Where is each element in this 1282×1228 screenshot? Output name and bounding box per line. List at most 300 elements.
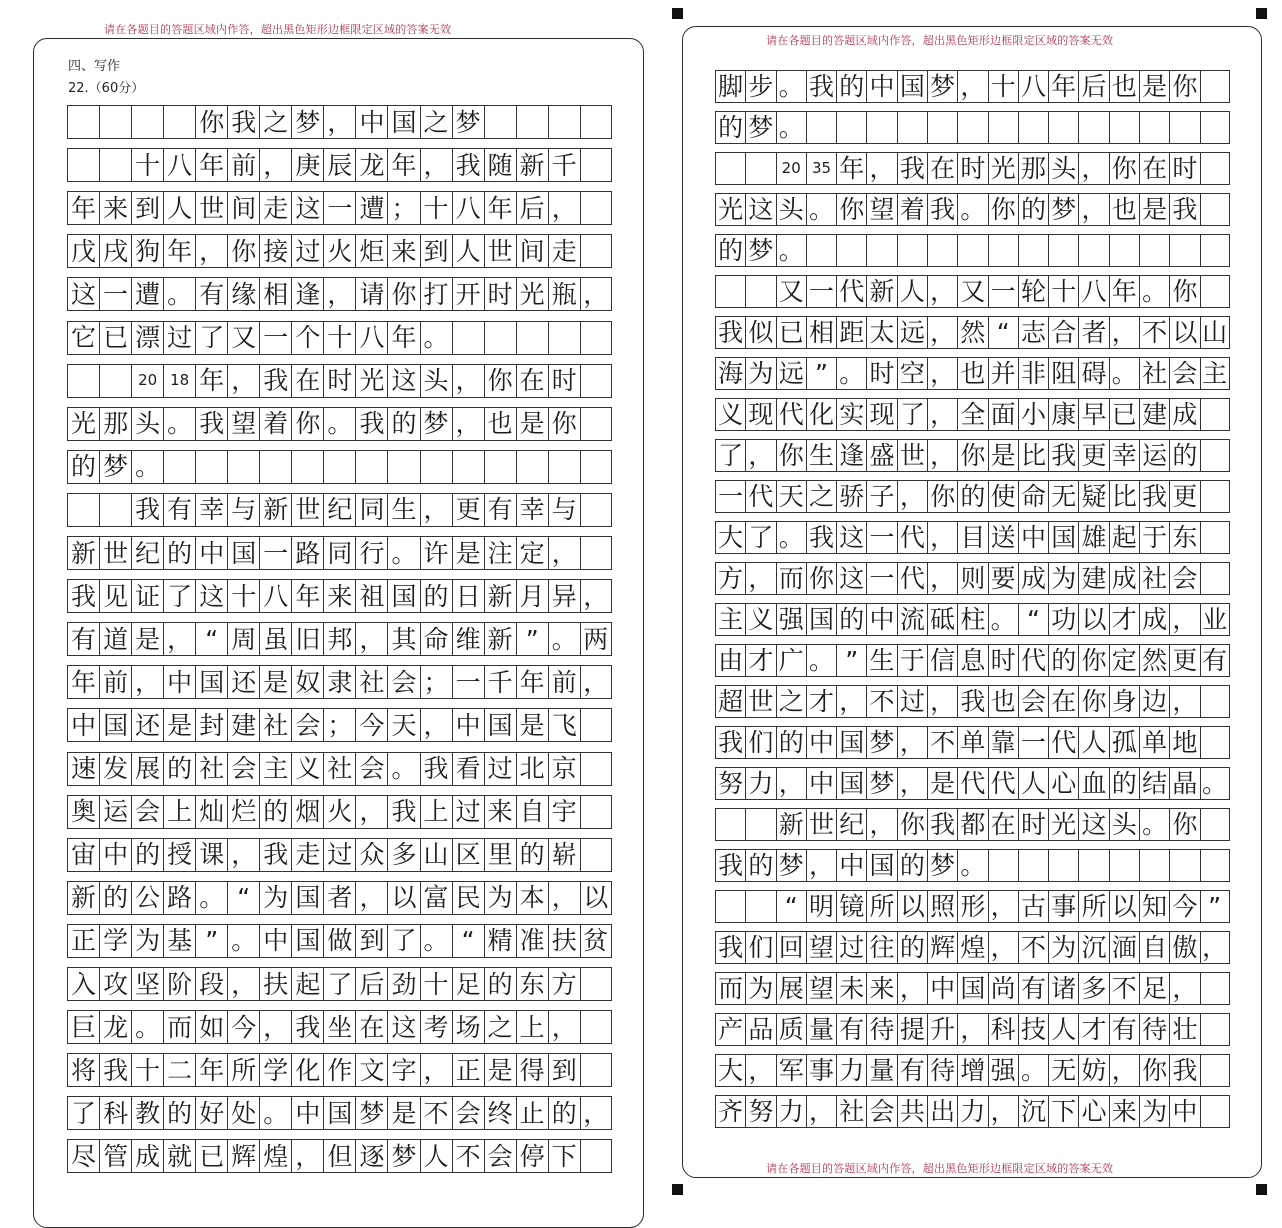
grid-cell: 相: [259, 278, 291, 310]
grid-cell: 年: [195, 365, 227, 397]
grid-cell: 过: [323, 839, 355, 871]
grid-cell: 代: [957, 768, 987, 799]
grid-cell: [1200, 809, 1230, 840]
grid-cell: 一: [99, 278, 131, 310]
grid-cell: 自: [516, 796, 548, 828]
grid-cell: 代: [988, 768, 1018, 799]
question-label: 22.（60分）: [68, 81, 145, 96]
grid-cell: 有: [67, 623, 99, 655]
grid-cell: 注: [484, 537, 516, 569]
grid-cell: 十: [323, 322, 355, 354]
grid-cell: 之: [420, 106, 452, 138]
grid-cell: 也: [1109, 194, 1139, 225]
grid-cell: 基: [163, 925, 195, 957]
grid-cell: 后: [355, 968, 387, 1000]
grid-cell: 更: [1169, 481, 1199, 512]
grid-cell: 的: [484, 968, 516, 1000]
grid-cell: 我: [927, 809, 957, 840]
grid-cell: ，: [259, 1011, 291, 1043]
grid-cell: 光: [715, 194, 745, 225]
grid-cell: ，: [1078, 153, 1108, 184]
grid-cell: 广: [776, 645, 806, 676]
grid-cell: 所: [227, 1054, 259, 1086]
grid-cell: 全: [957, 399, 987, 430]
grid-cell: [1200, 399, 1230, 430]
grid-cell: 年: [484, 192, 516, 224]
grid-cell: 不: [1018, 932, 1048, 963]
grid-cell: 来: [1109, 1096, 1139, 1127]
grid-cell: 授: [163, 839, 195, 871]
grid-cell: 起: [1109, 522, 1139, 553]
grid-cell: 中: [291, 1097, 323, 1129]
grid-cell: ，: [927, 440, 957, 471]
grid-cell: 湎: [1109, 932, 1139, 963]
grid-cell: 。: [1109, 358, 1139, 389]
grid-cell: 有: [1018, 973, 1048, 1004]
grid-cell: 空: [897, 358, 927, 389]
grid-cell: [715, 809, 745, 840]
grid-cell: 场: [452, 1011, 484, 1043]
grid-cell: 古: [1018, 891, 1048, 922]
grid-cell: 人: [897, 276, 927, 307]
grid-cell: 。: [1139, 809, 1169, 840]
grid-cell: [580, 106, 612, 138]
grid-cell: 不: [1109, 973, 1139, 1004]
right-grid-row: [715, 193, 1230, 226]
grid-cell: 命: [1018, 481, 1048, 512]
grid-cell: 阻: [1048, 358, 1078, 389]
grid-cell: 千: [548, 149, 580, 181]
grid-cell: 之: [259, 106, 291, 138]
grid-cell: 封: [195, 709, 227, 741]
grid-cell: [957, 112, 987, 143]
grid-cell: 年: [387, 149, 419, 181]
grid-cell: 梦: [355, 1097, 387, 1129]
grid-cell: [1200, 194, 1230, 225]
grid-cell: 成: [1139, 604, 1169, 635]
grid-cell: 见: [99, 580, 131, 612]
grid-cell: 维: [452, 623, 484, 655]
grid-cell: 龙: [99, 1011, 131, 1043]
grid-cell: 与: [548, 494, 580, 526]
grid-cell: 你: [806, 563, 836, 594]
grid-cell: ；: [323, 709, 355, 741]
grid-cell: 于: [897, 645, 927, 676]
grid-cell: 准: [516, 925, 548, 957]
grid-cell: 东: [1169, 522, 1199, 553]
grid-cell: 我: [291, 1011, 323, 1043]
right-grid-row: [715, 70, 1230, 103]
grid-cell: 运: [1139, 440, 1169, 471]
grid-cell: 。: [957, 194, 987, 225]
grid-cell: 妨: [1078, 1055, 1108, 1086]
grid-cell: 之: [806, 481, 836, 512]
grid-cell: 我: [355, 408, 387, 440]
grid-cell: [580, 968, 612, 1000]
grid-cell: 为: [484, 882, 516, 914]
grid-cell: 国: [227, 537, 259, 569]
grid-cell: [580, 1054, 612, 1086]
grid-cell: 新: [776, 809, 806, 840]
grid-cell: 时: [548, 365, 580, 397]
grid-cell: ，: [745, 1055, 775, 1086]
grid-cell: 才: [1078, 1014, 1108, 1045]
right-grid-row: [715, 316, 1230, 349]
left-grid-row: [67, 191, 612, 225]
grid-cell: 的: [131, 839, 163, 871]
grid-cell: 梦: [745, 235, 775, 266]
grid-cell: ，: [957, 1014, 987, 1045]
grid-cell: 血: [1078, 768, 1108, 799]
grid-cell: ，: [420, 1054, 452, 1086]
grid-cell: 是: [927, 768, 957, 799]
grid-cell: 区: [452, 839, 484, 871]
grid-cell: 但: [323, 1140, 355, 1172]
grid-cell: 之: [776, 686, 806, 717]
grid-cell: 以: [1169, 317, 1199, 348]
grid-cell: 今: [355, 709, 387, 741]
grid-cell: 龙: [355, 149, 387, 181]
grid-cell: 代: [1048, 727, 1078, 758]
grid-cell: 的: [1109, 768, 1139, 799]
grid-cell: [355, 451, 387, 483]
grid-cell: 柱: [957, 604, 987, 635]
grid-cell: 我: [1169, 1055, 1199, 1086]
grid-cell: [67, 149, 99, 181]
grid-cell: 好: [195, 1097, 227, 1129]
grid-cell: 梦: [927, 71, 957, 102]
grid-cell: 。: [988, 604, 1018, 635]
grid-cell: 又: [957, 276, 987, 307]
grid-cell: 傲: [1169, 932, 1199, 963]
grid-cell: 火: [323, 796, 355, 828]
grid-cell: 终: [484, 1097, 516, 1129]
grid-cell: 中: [355, 106, 387, 138]
grid-cell: ，: [897, 727, 927, 758]
grid-cell: 们: [745, 932, 775, 963]
left-grid-row: [67, 536, 612, 570]
grid-cell: 时: [484, 278, 516, 310]
grid-cell: 你: [1139, 1055, 1169, 1086]
grid-cell: 煌: [259, 1140, 291, 1172]
grid-cell: 的: [836, 71, 866, 102]
grid-cell: 个: [291, 322, 323, 354]
grid-cell: 望: [806, 973, 836, 1004]
grid-cell: 奥: [67, 796, 99, 828]
grid-cell: 足: [1139, 973, 1169, 1004]
grid-cell: 了: [387, 925, 419, 957]
grid-cell: 砥: [927, 604, 957, 635]
grid-cell: ，: [291, 1140, 323, 1172]
grid-cell: 贫: [580, 925, 612, 957]
grid-cell: ”: [836, 645, 866, 676]
grid-cell: [452, 451, 484, 483]
grid-cell: 来: [484, 796, 516, 828]
grid-cell: [1200, 1014, 1230, 1045]
grid-cell: 量: [806, 1014, 836, 1045]
right-grid-row: [715, 480, 1230, 513]
grid-cell: 盛: [866, 440, 896, 471]
grid-cell: 世: [484, 235, 516, 267]
grid-cell: 梦: [745, 112, 775, 143]
right-grid-row: [715, 357, 1230, 390]
grid-cell: ，: [927, 522, 957, 553]
left-grid-row: [67, 838, 612, 872]
grid-cell: 山: [420, 839, 452, 871]
grid-cell: 会: [1169, 563, 1199, 594]
grid-cell: 京: [548, 753, 580, 785]
grid-cell: 奴: [291, 666, 323, 698]
grid-cell: 为: [131, 925, 163, 957]
grid-cell: 义: [745, 604, 775, 635]
grid-cell: 共: [897, 1096, 927, 1127]
grid-cell: ，: [806, 1096, 836, 1127]
grid-cell: 证: [131, 580, 163, 612]
left-grid-row: [67, 148, 612, 182]
grid-cell: 两: [580, 623, 612, 655]
grid-cell: 到: [355, 925, 387, 957]
grid-cell: 。: [1139, 276, 1169, 307]
grid-cell: 过: [897, 686, 927, 717]
grid-cell: 生: [866, 645, 896, 676]
grid-cell: 太: [866, 317, 896, 348]
grid-cell: 中: [452, 709, 484, 741]
grid-cell: 。: [957, 850, 987, 881]
grid-cell: 灿: [195, 796, 227, 828]
grid-cell: 有: [195, 278, 227, 310]
grid-cell: [131, 106, 163, 138]
left-grid-row: [67, 450, 612, 484]
grid-cell: 国: [99, 709, 131, 741]
grid-cell: [1018, 235, 1048, 266]
grid-cell: [420, 451, 452, 483]
grid-cell: ，: [897, 973, 927, 1004]
grid-cell: 了: [715, 440, 745, 471]
grid-cell: 的: [957, 481, 987, 512]
grid-cell: 逐: [355, 1140, 387, 1172]
grid-cell: 的: [67, 451, 99, 483]
grid-cell: 。: [227, 925, 259, 957]
grid-cell: 你: [1078, 686, 1108, 717]
grid-cell: 日: [452, 580, 484, 612]
grid-cell: 的: [715, 112, 745, 143]
grid-cell: ，: [420, 149, 452, 181]
grid-cell: 这: [387, 1011, 419, 1043]
grid-cell: 人: [420, 1140, 452, 1172]
grid-cell: [1048, 235, 1078, 266]
left-grid-row: [67, 364, 612, 398]
grid-cell: 社: [1139, 563, 1169, 594]
grid-cell: ，: [806, 850, 836, 881]
grid-cell: 疑: [1078, 481, 1108, 512]
grid-cell: 科: [99, 1097, 131, 1129]
grid-cell: 天: [387, 709, 419, 741]
grid-cell: 中: [195, 537, 227, 569]
registration-mark-top-right: [1256, 8, 1267, 19]
grid-cell: 们: [745, 727, 775, 758]
grid-cell: 。: [163, 278, 195, 310]
grid-cell: ，: [420, 709, 452, 741]
grid-cell: 升: [927, 1014, 957, 1045]
grid-cell: 而: [715, 973, 745, 1004]
right-grid-row: [715, 972, 1230, 1005]
grid-cell: 世: [745, 686, 775, 717]
right-grid-row: [715, 644, 1230, 677]
grid-cell: 学: [99, 925, 131, 957]
grid-cell: 来: [866, 973, 896, 1004]
grid-cell: 止: [516, 1097, 548, 1129]
grid-cell: 努: [745, 1096, 775, 1127]
grid-cell: [927, 112, 957, 143]
grid-cell: 目: [957, 522, 987, 553]
grid-cell: 我: [715, 850, 745, 881]
grid-cell: [67, 494, 99, 526]
grid-cell: 起: [291, 968, 323, 1000]
grid-cell: 代: [745, 481, 775, 512]
grid-cell: “: [988, 317, 1018, 348]
grid-cell: ，: [580, 580, 612, 612]
grid-cell: [548, 451, 580, 483]
grid-cell: 下: [1048, 1096, 1078, 1127]
grid-cell: 这: [836, 563, 866, 594]
grid-cell: 为: [1048, 932, 1078, 963]
grid-cell: 会: [1169, 358, 1199, 389]
grid-cell: 现: [866, 399, 896, 430]
grid-cell: [1200, 71, 1230, 102]
grid-cell: 新: [484, 623, 516, 655]
grid-cell: 间: [227, 192, 259, 224]
grid-cell: [1200, 112, 1230, 143]
grid-cell: 。: [387, 753, 419, 785]
grid-cell: 合: [1048, 317, 1078, 348]
grid-cell: 军: [776, 1055, 806, 1086]
grid-cell: 异: [548, 580, 580, 612]
grid-cell: 国: [291, 925, 323, 957]
grid-cell: 一: [715, 481, 745, 512]
grid-cell: 尽: [67, 1140, 99, 1172]
grid-cell: ，: [836, 686, 866, 717]
grid-cell: 国: [836, 727, 866, 758]
grid-cell: 不: [1139, 317, 1169, 348]
grid-cell: 又: [776, 276, 806, 307]
grid-cell: 化: [291, 1054, 323, 1086]
grid-cell: [99, 365, 131, 397]
grid-cell: 国: [195, 666, 227, 698]
grid-cell: 段: [195, 968, 227, 1000]
grid-cell: ，: [988, 1096, 1018, 1127]
grid-cell: 梦: [420, 408, 452, 440]
grid-cell: ”: [1200, 891, 1230, 922]
grid-cell: 会: [866, 1096, 896, 1127]
grid-cell: [580, 451, 612, 483]
grid-cell: 会: [131, 796, 163, 828]
grid-cell: [897, 112, 927, 143]
left-grid-row: [67, 665, 612, 699]
grid-cell: 这: [195, 580, 227, 612]
grid-cell: 你: [1078, 645, 1108, 676]
registration-mark-top-left: [672, 8, 683, 19]
grid-cell: 了: [163, 580, 195, 612]
grid-cell: 我: [715, 317, 745, 348]
grid-cell: ，: [866, 809, 896, 840]
grid-cell: 为: [1048, 563, 1078, 594]
grid-cell: 今: [227, 1011, 259, 1043]
grid-cell: 也: [957, 358, 987, 389]
grid-cell: 狗: [131, 235, 163, 267]
grid-cell: 二: [163, 1054, 195, 1086]
grid-cell: 也: [484, 408, 516, 440]
grid-cell: ，: [355, 623, 387, 655]
grid-cell: 你: [227, 235, 259, 267]
grid-cell: ，: [452, 365, 484, 397]
grid-cell: [866, 112, 896, 143]
grid-cell: 出: [927, 1096, 957, 1127]
grid-cell: 实: [836, 399, 866, 430]
grid-cell: [484, 106, 516, 138]
grid-cell: ，: [927, 563, 957, 594]
grid-cell: 远: [776, 358, 806, 389]
grid-cell: 攻: [99, 968, 131, 1000]
grid-cell: 着: [259, 408, 291, 440]
grid-cell: 人: [452, 235, 484, 267]
grid-cell: 新: [484, 580, 516, 612]
grid-cell: 东: [516, 968, 548, 1000]
grid-cell: ”: [516, 623, 548, 655]
grid-cell: 时: [1018, 809, 1048, 840]
left-grid-row: [67, 407, 612, 441]
grid-cell: 八: [355, 322, 387, 354]
right-grid-row: [715, 1013, 1230, 1046]
grid-cell: 你: [897, 809, 927, 840]
grid-cell: 梦: [866, 727, 896, 758]
grid-cell: 新: [259, 494, 291, 526]
grid-cell: 的: [715, 235, 745, 266]
grid-cell: 是: [988, 440, 1018, 471]
grid-cell: 科: [988, 1014, 1018, 1045]
grid-cell: 孤: [1109, 727, 1139, 758]
grid-cell: 过: [836, 932, 866, 963]
grid-cell: 北: [516, 753, 548, 785]
grid-cell: 有: [484, 494, 516, 526]
grid-cell: 上: [516, 1011, 548, 1043]
grid-cell: 你: [1169, 276, 1199, 307]
grid-cell: 世: [897, 440, 927, 471]
grid-cell: 国: [897, 71, 927, 102]
grid-cell: 下: [548, 1140, 580, 1172]
grid-cell: 随: [484, 149, 516, 181]
grid-cell: [484, 322, 516, 354]
grid-cell: 过: [163, 322, 195, 354]
grid-cell: 才: [806, 686, 836, 717]
grid-cell: 的: [163, 1097, 195, 1129]
grid-cell: 我: [897, 153, 927, 184]
grid-cell: 成: [1169, 399, 1199, 430]
grid-cell: 功: [1048, 604, 1078, 635]
right-answer-sheet: [660, 0, 1282, 1212]
grid-cell: 这: [387, 365, 419, 397]
grid-cell: [1169, 235, 1199, 266]
left-grid-row: [67, 881, 612, 915]
grid-cell: ”: [806, 358, 836, 389]
grid-cell: 中: [866, 71, 896, 102]
grid-cell: 这: [1078, 809, 1108, 840]
grid-cell: [836, 235, 866, 266]
grid-cell: 梦: [99, 451, 131, 483]
grid-cell: 中: [99, 839, 131, 871]
grid-cell: 国: [291, 882, 323, 914]
grid-cell: 那: [1018, 153, 1048, 184]
grid-cell: 生: [387, 494, 419, 526]
